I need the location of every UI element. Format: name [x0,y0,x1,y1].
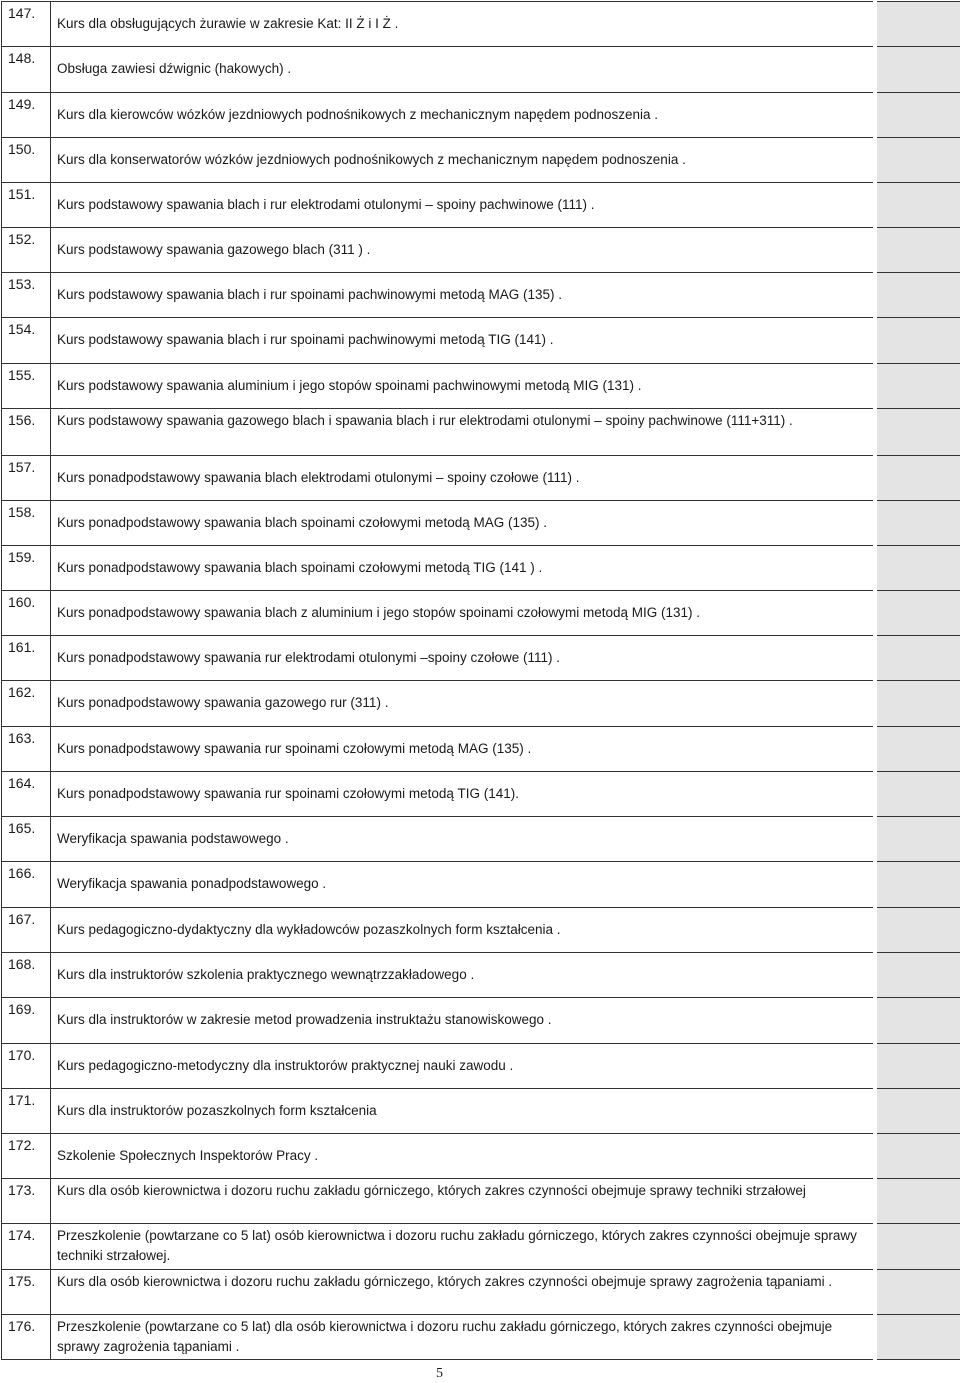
table-row [2,681,960,727]
course-name: Kurs podstawowy spawania gazowego blach i spawania blach i rur elektrodami otulonymi – spoiny pachwinowe (111+311) . [57,413,793,428]
table-row [2,1270,960,1315]
mark-cell[interactable] [875,183,960,228]
mark-cell[interactable] [875,862,960,908]
row-number: 162. [2,681,51,727]
course-name: Kurs dla konserwatorów wózków jezdniowych podnośnikowych z mechanicznym napędem podnoszenia . [57,152,686,167]
row-number: 173. [2,1179,51,1224]
course-name: Weryfikacja spawania ponadpodstawowego . [57,876,327,891]
row-number: 170. [2,1044,51,1089]
course-name: Weryfikacja spawania podstawowego . [57,831,289,846]
mark-cell[interactable] [875,364,960,409]
mark-cell[interactable] [875,817,960,862]
row-number: 153. [2,273,51,318]
table-row [2,1224,960,1270]
mark-cell[interactable] [875,1270,960,1315]
course-name: Kurs dla osób kierownictwa i dozoru ruchu zakładu górniczego, których zakres czynności obejmuje sprawy zagrożenia tąpaniami . [57,1274,833,1289]
course-name: Kurs dla kierowców wózków jezdniowych podnośnikowych z mechanicznym napędem podnoszenia . [57,107,659,122]
course-name-cell [51,93,876,138]
table-row [2,1179,960,1224]
course-name-cell [51,138,876,183]
row-number: 175. [2,1270,51,1315]
table-row [2,228,960,273]
mark-cell[interactable] [875,908,960,953]
mark-cell[interactable] [875,636,960,681]
row-number: 160. [2,591,51,636]
mark-cell[interactable] [875,1179,960,1224]
row-number: 152. [2,228,51,273]
table-row [2,273,960,318]
mark-cell[interactable] [875,546,960,591]
course-name: Przeszkolenie (powtarzane co 5 lat) osób kierownictwa i dozoru ruchu zakładu górniczego, których zakres czynności obejmuje sprawy techniki strzałowej. [57,1228,857,1263]
course-name-cell [51,2,876,47]
row-number: 168. [2,953,51,998]
mark-cell[interactable] [875,273,960,318]
table-row [2,636,960,681]
mark-cell[interactable] [875,228,960,273]
course-name-cell [51,409,876,456]
row-number: 165. [2,817,51,862]
course-name: Kurs podstawowy spawania blach i rur elektrodami otulonymi – spoiny pachwinowe (111) . [57,197,595,212]
course-name: Kurs podstawowy spawania gazowego blach (311 ) . [57,242,371,257]
row-number: 159. [2,546,51,591]
course-name-cell [51,908,876,953]
course-name-cell [51,1044,876,1089]
course-name-cell [51,1089,876,1134]
course-name-cell [51,591,876,636]
table-row [2,953,960,998]
course-name: Kurs dla instruktorów w zakresie metod prowadzenia instruktażu stanowiskowego . [57,1012,552,1027]
mark-cell[interactable] [875,591,960,636]
course-name-cell [51,183,876,228]
row-number: 155. [2,364,51,409]
course-name: Kurs dla osób kierownictwa i dozoru ruchu zakładu górniczego, których zakres czynności obejmuje sprawy techniki strzałowej [57,1183,806,1198]
table-row [2,1134,960,1179]
course-name-cell [51,456,876,501]
table-row [2,364,960,409]
row-number: 150. [2,138,51,183]
table-row [2,908,960,953]
table-row [2,183,960,228]
course-list-table [1,1,960,1360]
course-name-cell [51,862,876,908]
course-name-cell [51,1134,876,1179]
course-name: Kurs ponadpodstawowy spawania blach spoinami czołowymi metodą TIG (141 ) . [57,560,543,575]
mark-cell[interactable] [875,138,960,183]
course-name-cell [51,364,876,409]
course-name-cell [51,318,876,364]
table-row [2,1315,960,1360]
course-name: Kurs podstawowy spawania aluminium i jego stopów spoinami pachwinowymi metodą MIG (131) . [57,378,642,393]
mark-cell[interactable] [875,998,960,1044]
course-name: Kurs ponadpodstawowy spawania rur elektrodami otulonymi –spoiny czołowe (111) . [57,650,561,665]
row-number: 169. [2,998,51,1044]
row-number: 148. [2,47,51,93]
table-row [2,138,960,183]
mark-cell[interactable] [875,409,960,456]
course-name-cell [51,953,876,998]
course-name-cell [51,817,876,862]
row-number: 172. [2,1134,51,1179]
table-row [2,409,960,456]
course-name: Kurs ponadpodstawowy spawania rur spoinami czołowymi metodą MAG (135) . [57,741,532,756]
table-row [2,1089,960,1134]
mark-cell[interactable] [875,1224,960,1270]
table-row [2,998,960,1044]
table-row [2,1044,960,1089]
mark-cell[interactable] [875,456,960,501]
course-name-cell [51,228,876,273]
table-row [2,456,960,501]
course-list-body [2,2,960,1360]
course-name-cell [51,772,876,817]
table-row [2,862,960,908]
course-name: Kurs podstawowy spawania blach i rur spoinami pachwinowymi metodą TIG (141) . [57,332,554,347]
course-name-cell [51,681,876,727]
course-name: Obsługa zawiesi dźwignic (hakowych) . [57,61,292,76]
course-name-cell [51,998,876,1044]
row-number: 163. [2,727,51,772]
table-row [2,772,960,817]
course-name: Kurs ponadpodstawowy spawania rur spoinami czołowymi metodą TIG (141). [57,786,519,801]
table-row [2,47,960,93]
row-number: 167. [2,908,51,953]
course-name-cell [51,1315,876,1360]
course-name: Kurs pedagogiczno-metodyczny dla instruktorów praktycznej nauki zawodu . [57,1058,514,1073]
course-name: Kurs dla instruktorów szkolenia praktycznego wewnątrzzakładowego . [57,967,475,982]
mark-cell[interactable] [875,47,960,93]
mark-cell[interactable] [875,953,960,998]
course-name-cell [51,636,876,681]
course-name: Kurs dla obsługujących żurawie w zakresie Kat: II Ż i I Ż . [57,16,399,31]
row-number: 154. [2,318,51,364]
course-name-cell [51,546,876,591]
course-name-cell [51,47,876,93]
course-name: Przeszkolenie (powtarzane co 5 lat) dla osób kierownictwa i dozoru ruchu zakładu górniczego, których zakres czynności obejmuje sprawy zagrożenia tąpaniami . [57,1319,833,1354]
mark-cell[interactable] [875,681,960,727]
table-row [2,2,960,47]
course-name: Kurs ponadpodstawowy spawania gazowego rur (311) . [57,695,389,710]
row-number: 157. [2,456,51,501]
course-name: Kurs pedagogiczno-dydaktyczny dla wykładowców pozaszkolnych form kształcenia . [57,922,561,937]
row-number: 147. [2,2,51,47]
course-name: Kurs ponadpodstawowy spawania blach elektrodami otulonymi – spoiny czołowe (111) . [57,470,580,485]
mark-cell[interactable] [875,1134,960,1179]
row-number: 151. [2,183,51,228]
mark-cell[interactable] [875,727,960,772]
table-row [2,591,960,636]
course-name: Kurs dla instruktorów pozaszkolnych form kształcenia [57,1103,377,1118]
course-name: Kurs ponadpodstawowy spawania blach spoinami czołowymi metodą MAG (135) . [57,515,547,530]
course-name-cell [51,501,876,546]
page-number: 5 [436,1366,443,1381]
course-name: Szkolenie Społecznych Inspektorów Pracy . [57,1148,319,1163]
row-number: 149. [2,93,51,138]
course-name-cell [51,1224,876,1270]
table-row [2,727,960,772]
course-name: Kurs podstawowy spawania blach i rur spoinami pachwinowymi metodą MAG (135) . [57,287,562,302]
course-name: Kurs ponadpodstawowy spawania blach z aluminium i jego stopów spoinami czołowymi metodą MIG (131) . [57,605,701,620]
course-name-cell [51,1270,876,1315]
row-number: 156. [2,409,51,456]
row-number: 166. [2,862,51,908]
row-number: 161. [2,636,51,681]
table-row [2,501,960,546]
table-row [2,93,960,138]
mark-cell[interactable] [875,1089,960,1134]
mark-cell[interactable] [875,772,960,817]
table-row [2,817,960,862]
mark-cell[interactable] [875,93,960,138]
mark-cell[interactable] [875,318,960,364]
mark-cell[interactable] [875,2,960,47]
course-name-cell [51,1179,876,1224]
row-number: 176. [2,1315,51,1360]
row-number: 164. [2,772,51,817]
course-name-cell [51,727,876,772]
course-name-cell [51,273,876,318]
row-number: 158. [2,501,51,546]
table-row [2,318,960,364]
table-row [2,546,960,591]
mark-cell[interactable] [875,1315,960,1360]
row-number: 174. [2,1224,51,1270]
mark-cell[interactable] [875,1044,960,1089]
mark-cell[interactable] [875,501,960,546]
row-number: 171. [2,1089,51,1134]
